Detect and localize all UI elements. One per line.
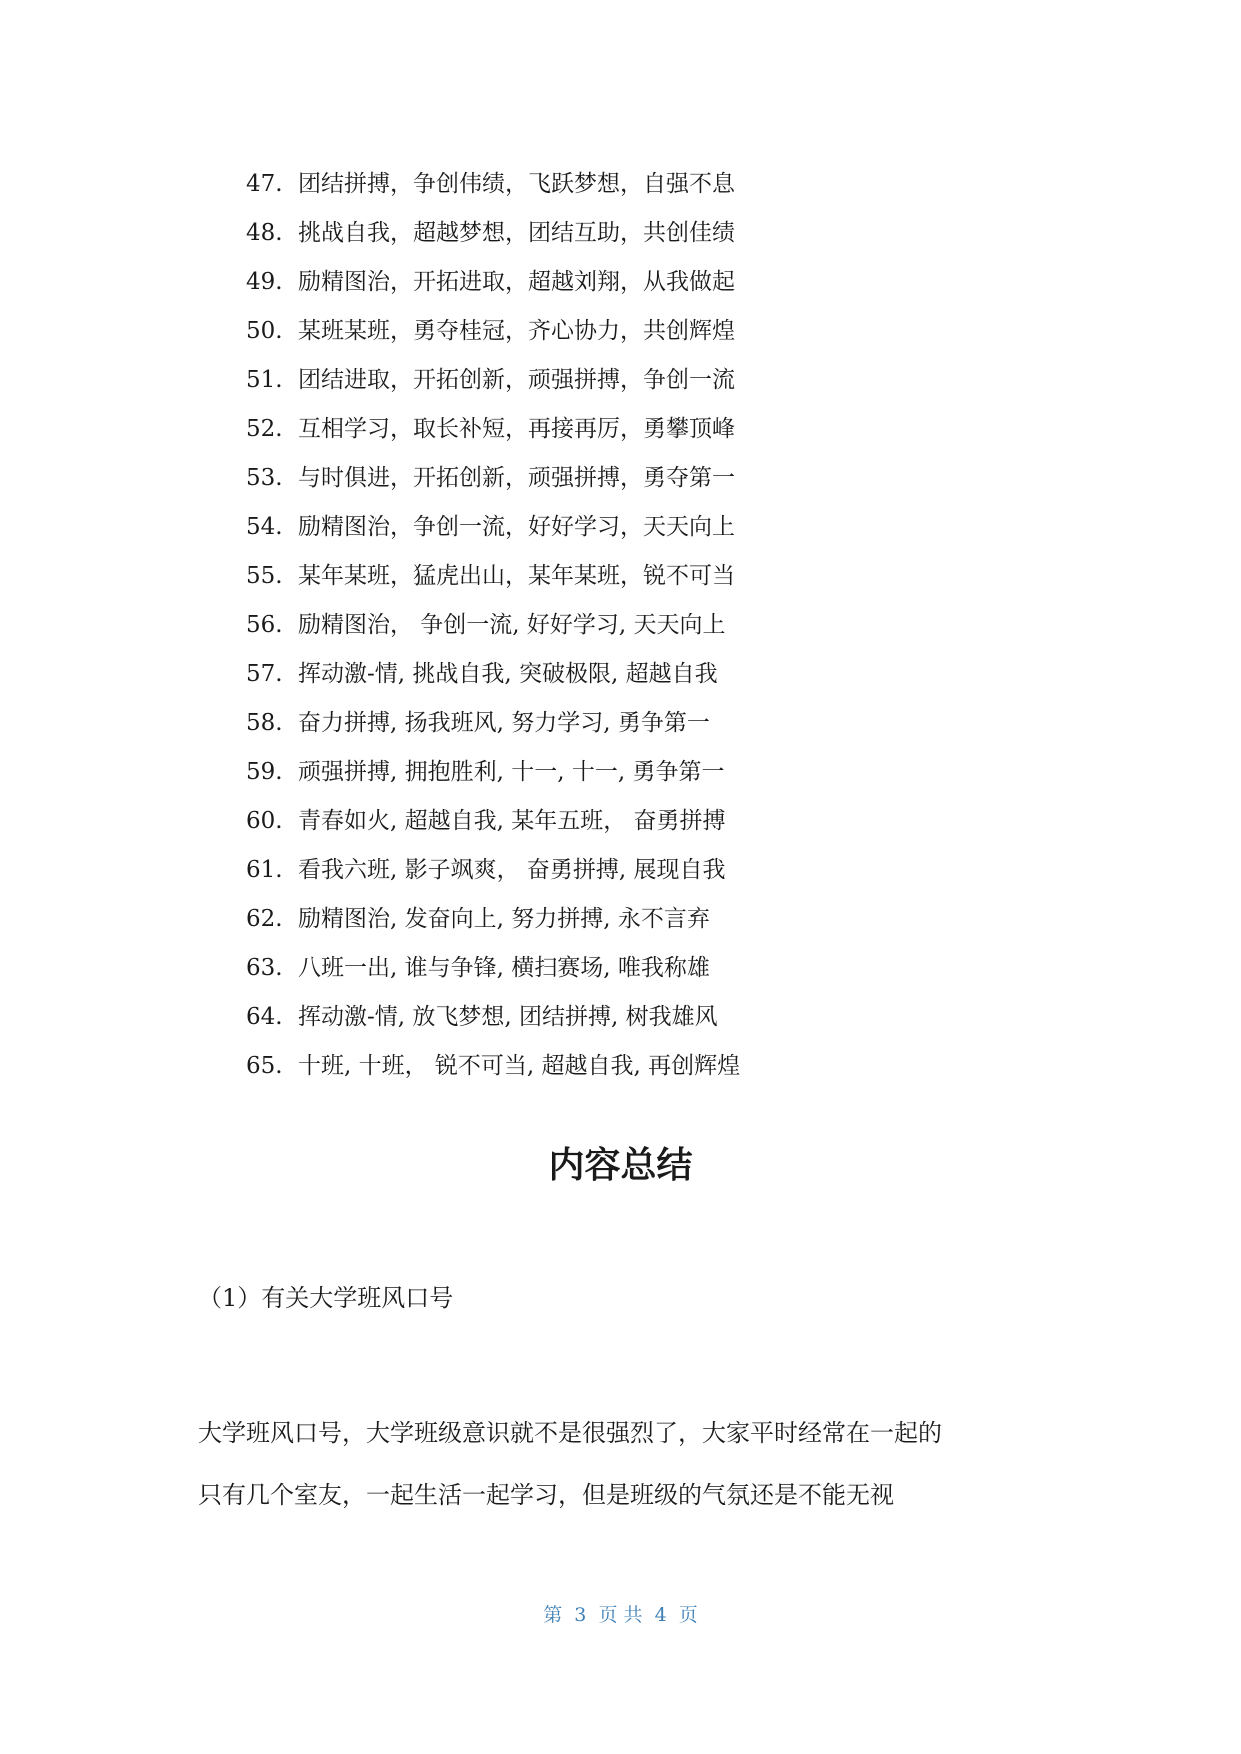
item-number: 53. [246,465,283,491]
item-text: 某年某班，猛虎出山，某年某班，锐不可当 [298,563,735,589]
item-number: 58. [246,710,283,736]
item-number: 60. [246,808,283,834]
summary-title: 内容总结 [548,1144,693,1186]
summary-paragraph [198,1402,1058,1526]
item-text: 八班一出, 谁与争锋, 横扫赛场, 唯我称雄 [298,955,710,981]
list-item [246,846,740,895]
item-number: 52. [246,416,283,442]
item-text: 互相学习，取长补短，再接再厉，勇攀顶峰 [298,416,735,442]
item-number: 49. [246,269,283,295]
item-number: 61. [246,857,283,883]
list-item [246,307,740,356]
item-text: 顽强拼搏, 拥抱胜利, 十一, 十一, 勇争第一 [298,759,725,785]
section-heading: （1）有关大学班风口号 [198,1284,454,1312]
paragraph-line: 大学班风口号，大学班级意识就不是很强烈了，大家平时经常在一起的 [198,1419,942,1447]
page-number: 第 3 页 共 4 页 [543,1604,698,1626]
item-number: 63. [246,955,283,981]
item-number: 56. [246,612,283,638]
slogan-list [246,160,740,1091]
list-item [246,454,740,503]
item-number: 54. [246,514,283,540]
item-text: 与时俱进，开拓创新，顽强拼搏，勇夺第一 [298,465,735,491]
list-item [246,650,740,699]
list-item [246,405,740,454]
item-text: 十班, 十班， 锐不可当, 超越自我, 再创辉煌 [298,1053,741,1079]
item-text: 看我六班, 影子飒爽， 奋勇拼搏, 展现自我 [298,857,726,883]
list-item [246,258,740,307]
item-text: 励精图治, 发奋向上, 努力拼搏, 永不言弃 [298,906,710,932]
list-item [246,748,740,797]
item-text: 挑战自我，超越梦想，团结互助，共创佳绩 [298,220,735,246]
list-item [246,209,740,258]
item-text: 励精图治，开拓进取，超越刘翔，从我做起 [298,269,735,295]
item-number: 47. [246,171,283,197]
list-item [246,552,740,601]
item-text: 青春如火, 超越自我, 某年五班， 奋勇拼搏 [298,808,726,834]
item-number: 62. [246,906,283,932]
list-item [246,601,740,650]
list-item [246,797,740,846]
list-item [246,895,740,944]
list-item [246,160,740,209]
list-item [246,503,740,552]
item-text: 励精图治， 争创一流, 好好学习, 天天向上 [298,612,726,638]
list-item [246,699,740,748]
item-text: 挥动激-情, 放飞梦想, 团结拼搏, 树我雄风 [298,1004,718,1030]
list-item [246,1042,740,1091]
item-number: 48. [246,220,283,246]
paragraph-line: 只有几个室友，一起生活一起学习，但是班级的气氛还是不能无视 [198,1481,894,1509]
item-number: 59. [246,759,283,785]
item-text: 挥动激-情, 挑战自我, 突破极限, 超越自我 [298,661,718,687]
list-item [246,993,740,1042]
list-item [246,944,740,993]
item-text: 励精图治，争创一流，好好学习，天天向上 [298,514,735,540]
item-number: 65. [246,1053,283,1079]
list-item [246,356,740,405]
item-text: 奋力拼搏, 扬我班风, 努力学习, 勇争第一 [298,710,710,736]
item-number: 55. [246,563,283,589]
item-number: 64. [246,1004,283,1030]
item-text: 某班某班，勇夺桂冠，齐心协力，共创辉煌 [298,318,735,344]
item-number: 51. [246,367,283,393]
item-text: 团结进取，开拓创新，顽强拼搏，争创一流 [298,367,735,393]
item-number: 57. [246,661,283,687]
item-text: 团结拼搏，争创伟绩，飞跃梦想，自强不息 [298,171,735,197]
item-number: 50. [246,318,283,344]
